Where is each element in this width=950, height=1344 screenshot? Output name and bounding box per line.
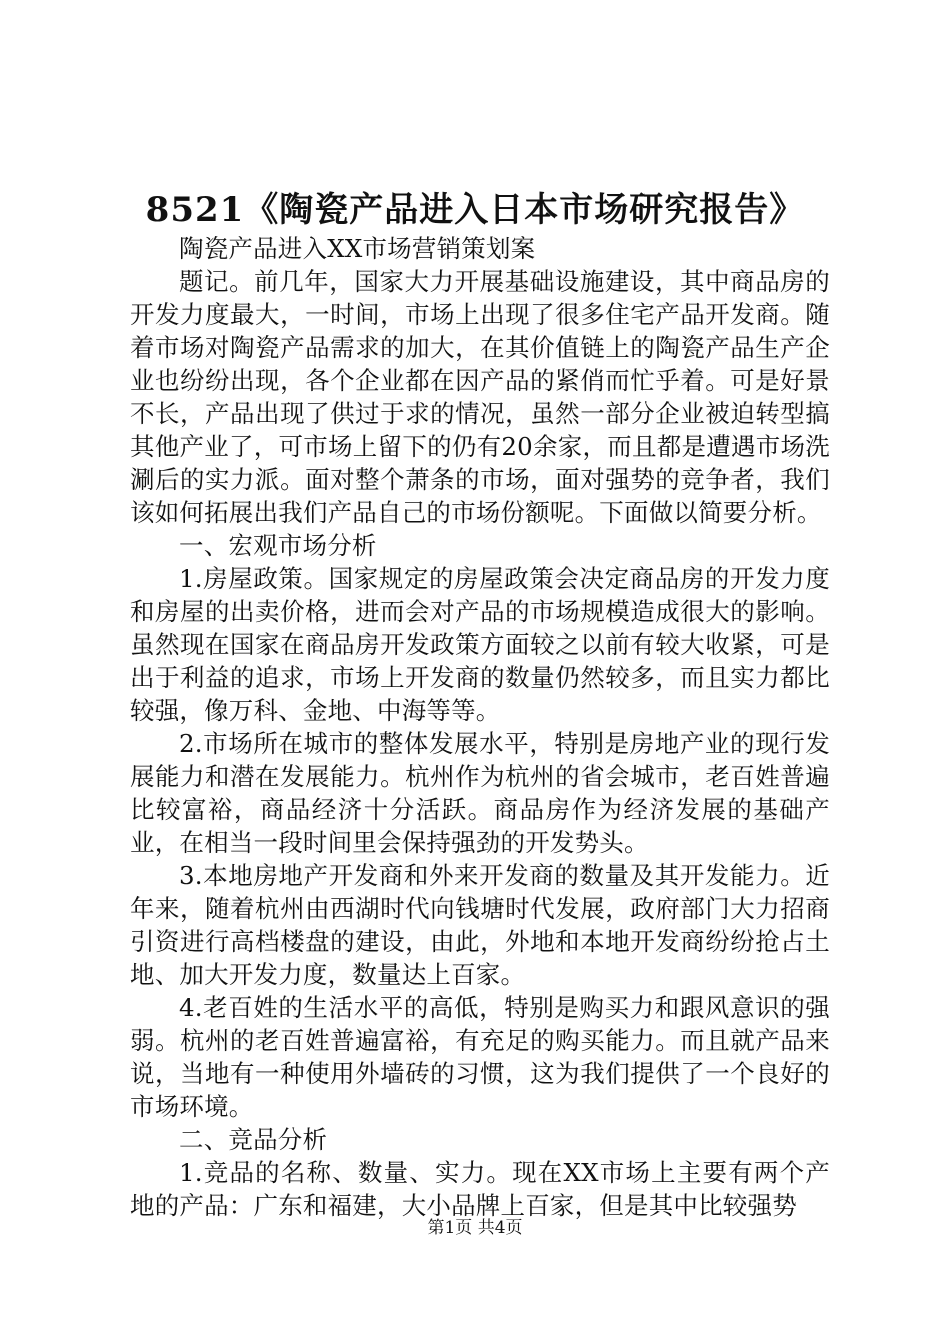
preface-paragraph: 题记。前几年，国家大力开展基础设施建设，其中商品房的开发力度最大，一时间，市场上出现了很多住宅产品开发商。随着市场对陶瓷产品需求的加大，在其价值链上的陶瓷产品生产企业也纷纷出现，各个企业都在因产品的紧俏而忙乎着。可是好景不长，产品出现了供过于求的情况，虽然一部分企业被迫转型搞其他产业了，可市场上留下的仍有20余家，而且都是遭遇市场洗涮后的实力派。面对整个萧条的市场，面对强势的竞争者，我们该如何拓展出我们产品自己的市场份额呢。下面做以简要分析。	[130, 267, 830, 527]
document-title: 8521《陶瓷产品进入日本市场研究报告》	[145, 190, 805, 230]
section-heading-competitors: 二、竞品分析	[179, 1125, 328, 1154]
body-paragraph: 2.市场所在城市的整体发展水平，特别是房地产业的现行发展能力和潜在发展能力。杭州作为杭州的省会城市，老百姓普遍比较富裕，商品经济十分活跃。商品房作为经济发展的基础产业，在相当一段时间里会保持强劲的开发势头。	[130, 729, 830, 857]
subtitle-paragraph: 陶瓷产品进入XX市场营销策划案	[179, 234, 536, 263]
page-number-footer: 第1页 共4页	[427, 1218, 523, 1238]
document-body	[130, 232, 830, 1222]
section-heading-macro: 一、宏观市场分析	[179, 531, 377, 560]
body-paragraph: 1.竞品的名称、数量、实力。现在XX市场上主要有两个产地的产品：广东和福建，大小品牌上百家，但是其中比较强势	[130, 1158, 830, 1220]
body-paragraph: 3.本地房地产开发商和外来开发商的数量及其开发能力。近年来，随着杭州由西湖时代向钱塘时代发展，政府部门大力招商引资进行高档楼盘的建设，由此，外地和本地开发商纷纷抢占土地、加大开发力度，数量达上百家。	[130, 861, 830, 989]
body-paragraph: 4.老百姓的生活水平的高低，特别是购买力和跟风意识的强弱。杭州的老百姓普遍富裕，有充足的购买能力。而且就产品来说，当地有一种使用外墙砖的习惯，这为我们提供了一个良好的市场环境。	[130, 993, 830, 1121]
body-paragraph: 1.房屋政策。国家规定的房屋政策会决定商品房的开发力度和房屋的出卖价格，进而会对产品的市场规模造成很大的影响。虽然现在国家在商品房开发政策方面较之以前有较大收紧，可是出于利益的追求，市场上开发商的数量仍然较多，而且实力都比较强，像万科、金地、中海等等。	[130, 564, 830, 725]
